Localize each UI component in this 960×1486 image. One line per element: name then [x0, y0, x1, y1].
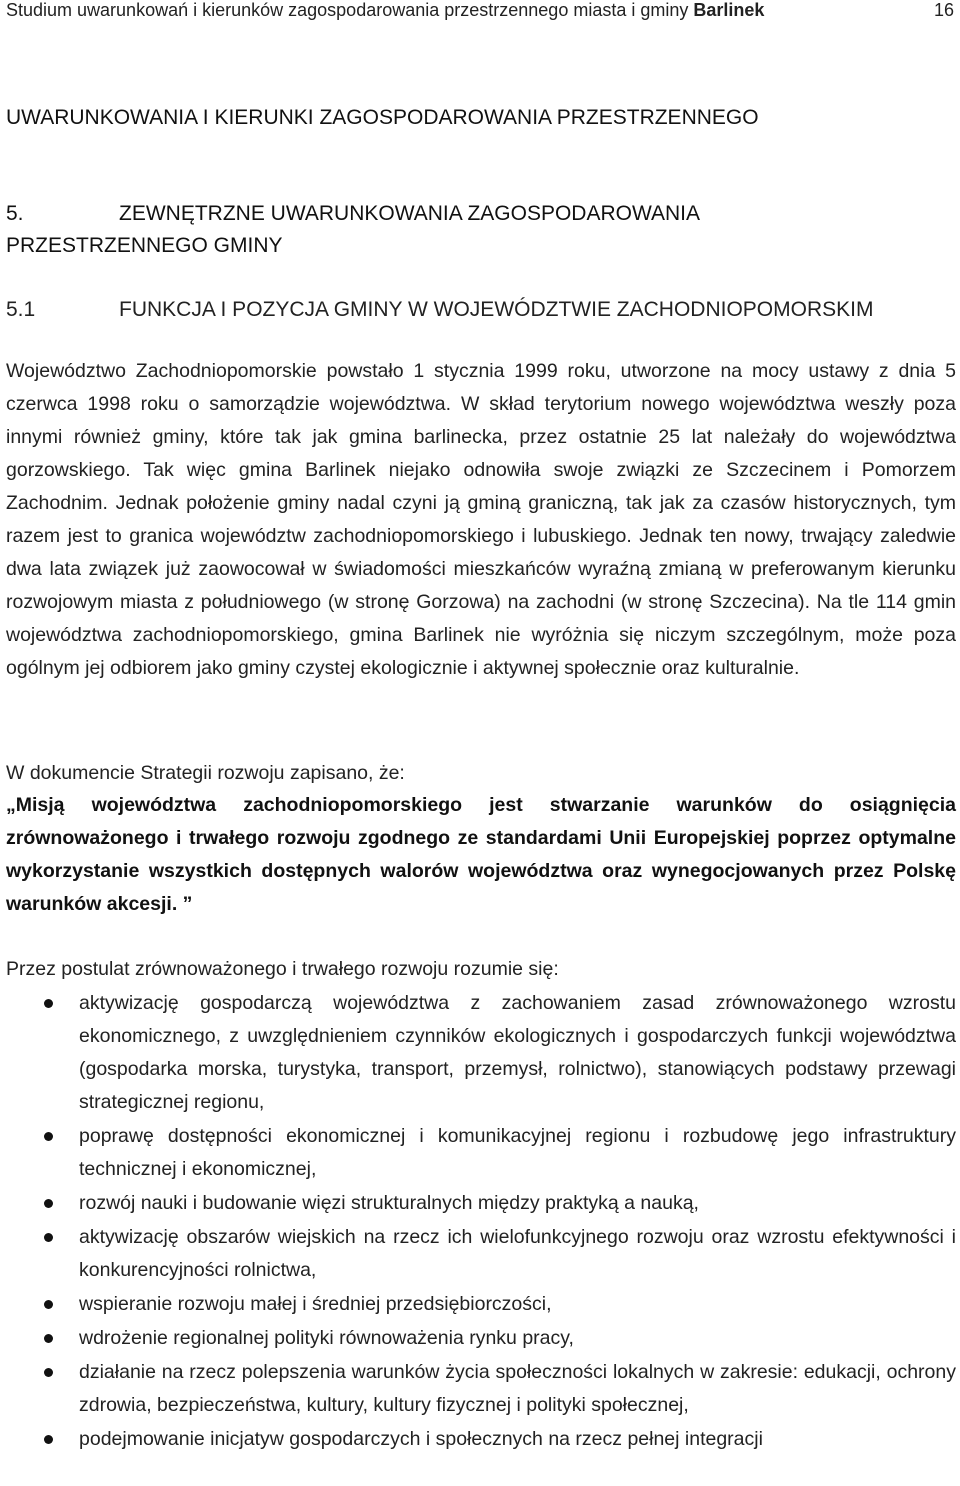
- bullet-icon: [44, 999, 53, 1008]
- bullet-icon: [44, 1233, 53, 1242]
- chapter-title-line2: PRZESTRZENNEGO GMINY: [6, 234, 283, 257]
- paragraph-2: W dokumencie Strategii rozwoju zapisano, że:: [6, 762, 405, 784]
- bullet-icon: [44, 1199, 53, 1208]
- list-item-text: aktywizację obszarów wiejskich na rzecz ich wielofunkcyjnego rozwoju oraz wzrostu efektywności i konkurencyjności rolnictwa,: [79, 1226, 956, 1281]
- bullet-list: [0, 987, 956, 1457]
- paragraph-3: Przez postulat zrównoważonego i trwałego rozwoju rozumie się:: [6, 958, 559, 980]
- list-item: [0, 1356, 956, 1422]
- list-item-text: działanie na rzecz polepszenia warunków życia społeczności lokalnych w zakresie: edukacji, ochrony zdrowia, bezpieczeństwa, kultury, kultury fizycznej i polityki społecznej,: [79, 1361, 956, 1416]
- list-item-text: poprawę dostępności ekonomicznej i komunikacyjnej regionu i rozbudowę jego infrastruktury technicznej i ekonomicznej,: [79, 1125, 956, 1180]
- list-item-text: aktywizację gospodarczą województwa z zachowaniem zasad zrównoważonego wzrostu ekonomicznego, z uwzględnieniem czynników ekologicznych i gospodarczych funkcji województwa (gospodarka morska, turystyka, transport, przemysł, rolnictwo), stanowiących podstawy przewagi strategicznej regionu,: [79, 992, 956, 1113]
- list-item: [0, 1322, 956, 1355]
- bullet-icon: [44, 1300, 53, 1309]
- bullet-icon: [44, 1368, 53, 1377]
- chapter-title-line1: ZEWNĘTRZNE UWARUNKOWANIA ZAGOSPODAROWANIA: [119, 202, 701, 225]
- chapter-number: 5.: [6, 202, 24, 225]
- section-heading: UWARUNKOWANIA I KIERUNKI ZAGOSPODAROWANIA PRZESTRZENNEGO: [6, 106, 759, 129]
- mission-quote: „Misją województwa zachodniopomorskiego jest stwarzanie warunków do osiągnięcia zrównoważonego i trwałego rozwoju zgodnego ze standardami Unii Europejskiej poprzez optymalne wykorzystanie wszystkich dostępnych walorów województwa oraz wynegocjowanych przez Polskę warunków akcesji. ”: [6, 794, 956, 915]
- subchapter-title: FUNKCJA I POZYCJA GMINY W WOJEWÓDZTWIE ZACHODNIOPOMORSKIM: [119, 298, 874, 321]
- list-item: [0, 1187, 956, 1220]
- header-title: Studium uwarunkowań i kierunków zagospodarowania przestrzennego miasta i gminy: [6, 0, 694, 20]
- list-item-text: wspieranie rozwoju małej i średniej przedsiębiorczości,: [79, 1293, 552, 1315]
- list-item: [0, 1423, 956, 1456]
- bullet-icon: [44, 1334, 53, 1343]
- list-item: [0, 1288, 956, 1321]
- list-item: [0, 1221, 956, 1287]
- running-header: [6, 0, 954, 23]
- list-item-text: rozwój nauki i budowanie więzi strukturalnych między praktyką a nauką,: [79, 1192, 699, 1214]
- paragraph-1: Województwo Zachodniopomorskie powstało 1 stycznia 1999 roku, utworzone na mocy ustawy z dnia 5 czerwca 1998 roku o samorządzie województwa. W skład terytorium nowego województwa weszły poza innymi również gminy, które tak jak gmina barlinecka, przez ostatnie 25 lat należały do województwa gorzowskiego. Tak więc gmina Barlinek niejako odnowiła swoje związki ze Szczecinem i Pomorzem Zachodnim. Jednak położenie gminy nadal czyni ją gminą graniczną, tak jak za czasów historycznych, tym razem jest to granica województw zachodniopomorskiego i lubuskiego. Jednak ten nowy, trwający zaledwie dwa lata związek już zaowocował w świadomości mieszkańców wyraźną zmianą w preferowanym kierunku rozwojowym miasta z południowego (w stronę Gorzowa) na zachodni (w stronę Szczecina). Na tle 114 gmin województwa zachodniopomorskiego, gmina Barlinek nie wyróżnia się niczym szczególnym, może poza ogólnym jej odbiorem jako gminy czystej ekologicznie i aktywnej społecznie oraz kulturalnie.: [6, 360, 956, 679]
- bullet-icon: [44, 1132, 53, 1141]
- subchapter-heading: [6, 296, 873, 324]
- page-number: 16: [933, 0, 954, 20]
- list-item: [0, 1120, 956, 1186]
- bullet-icon: [44, 1435, 53, 1444]
- header-title-bold: Barlinek: [693, 0, 765, 20]
- subchapter-number: 5.1: [6, 298, 36, 321]
- list-item-text: podejmowanie inicjatyw gospodarczych i społecznych na rzecz pełnej integracji: [79, 1428, 763, 1450]
- list-item-text: wdrożenie regionalnej polityki równoważenia rynku pracy,: [79, 1327, 574, 1349]
- chapter-heading: [6, 198, 700, 262]
- list-item: [0, 987, 956, 1119]
